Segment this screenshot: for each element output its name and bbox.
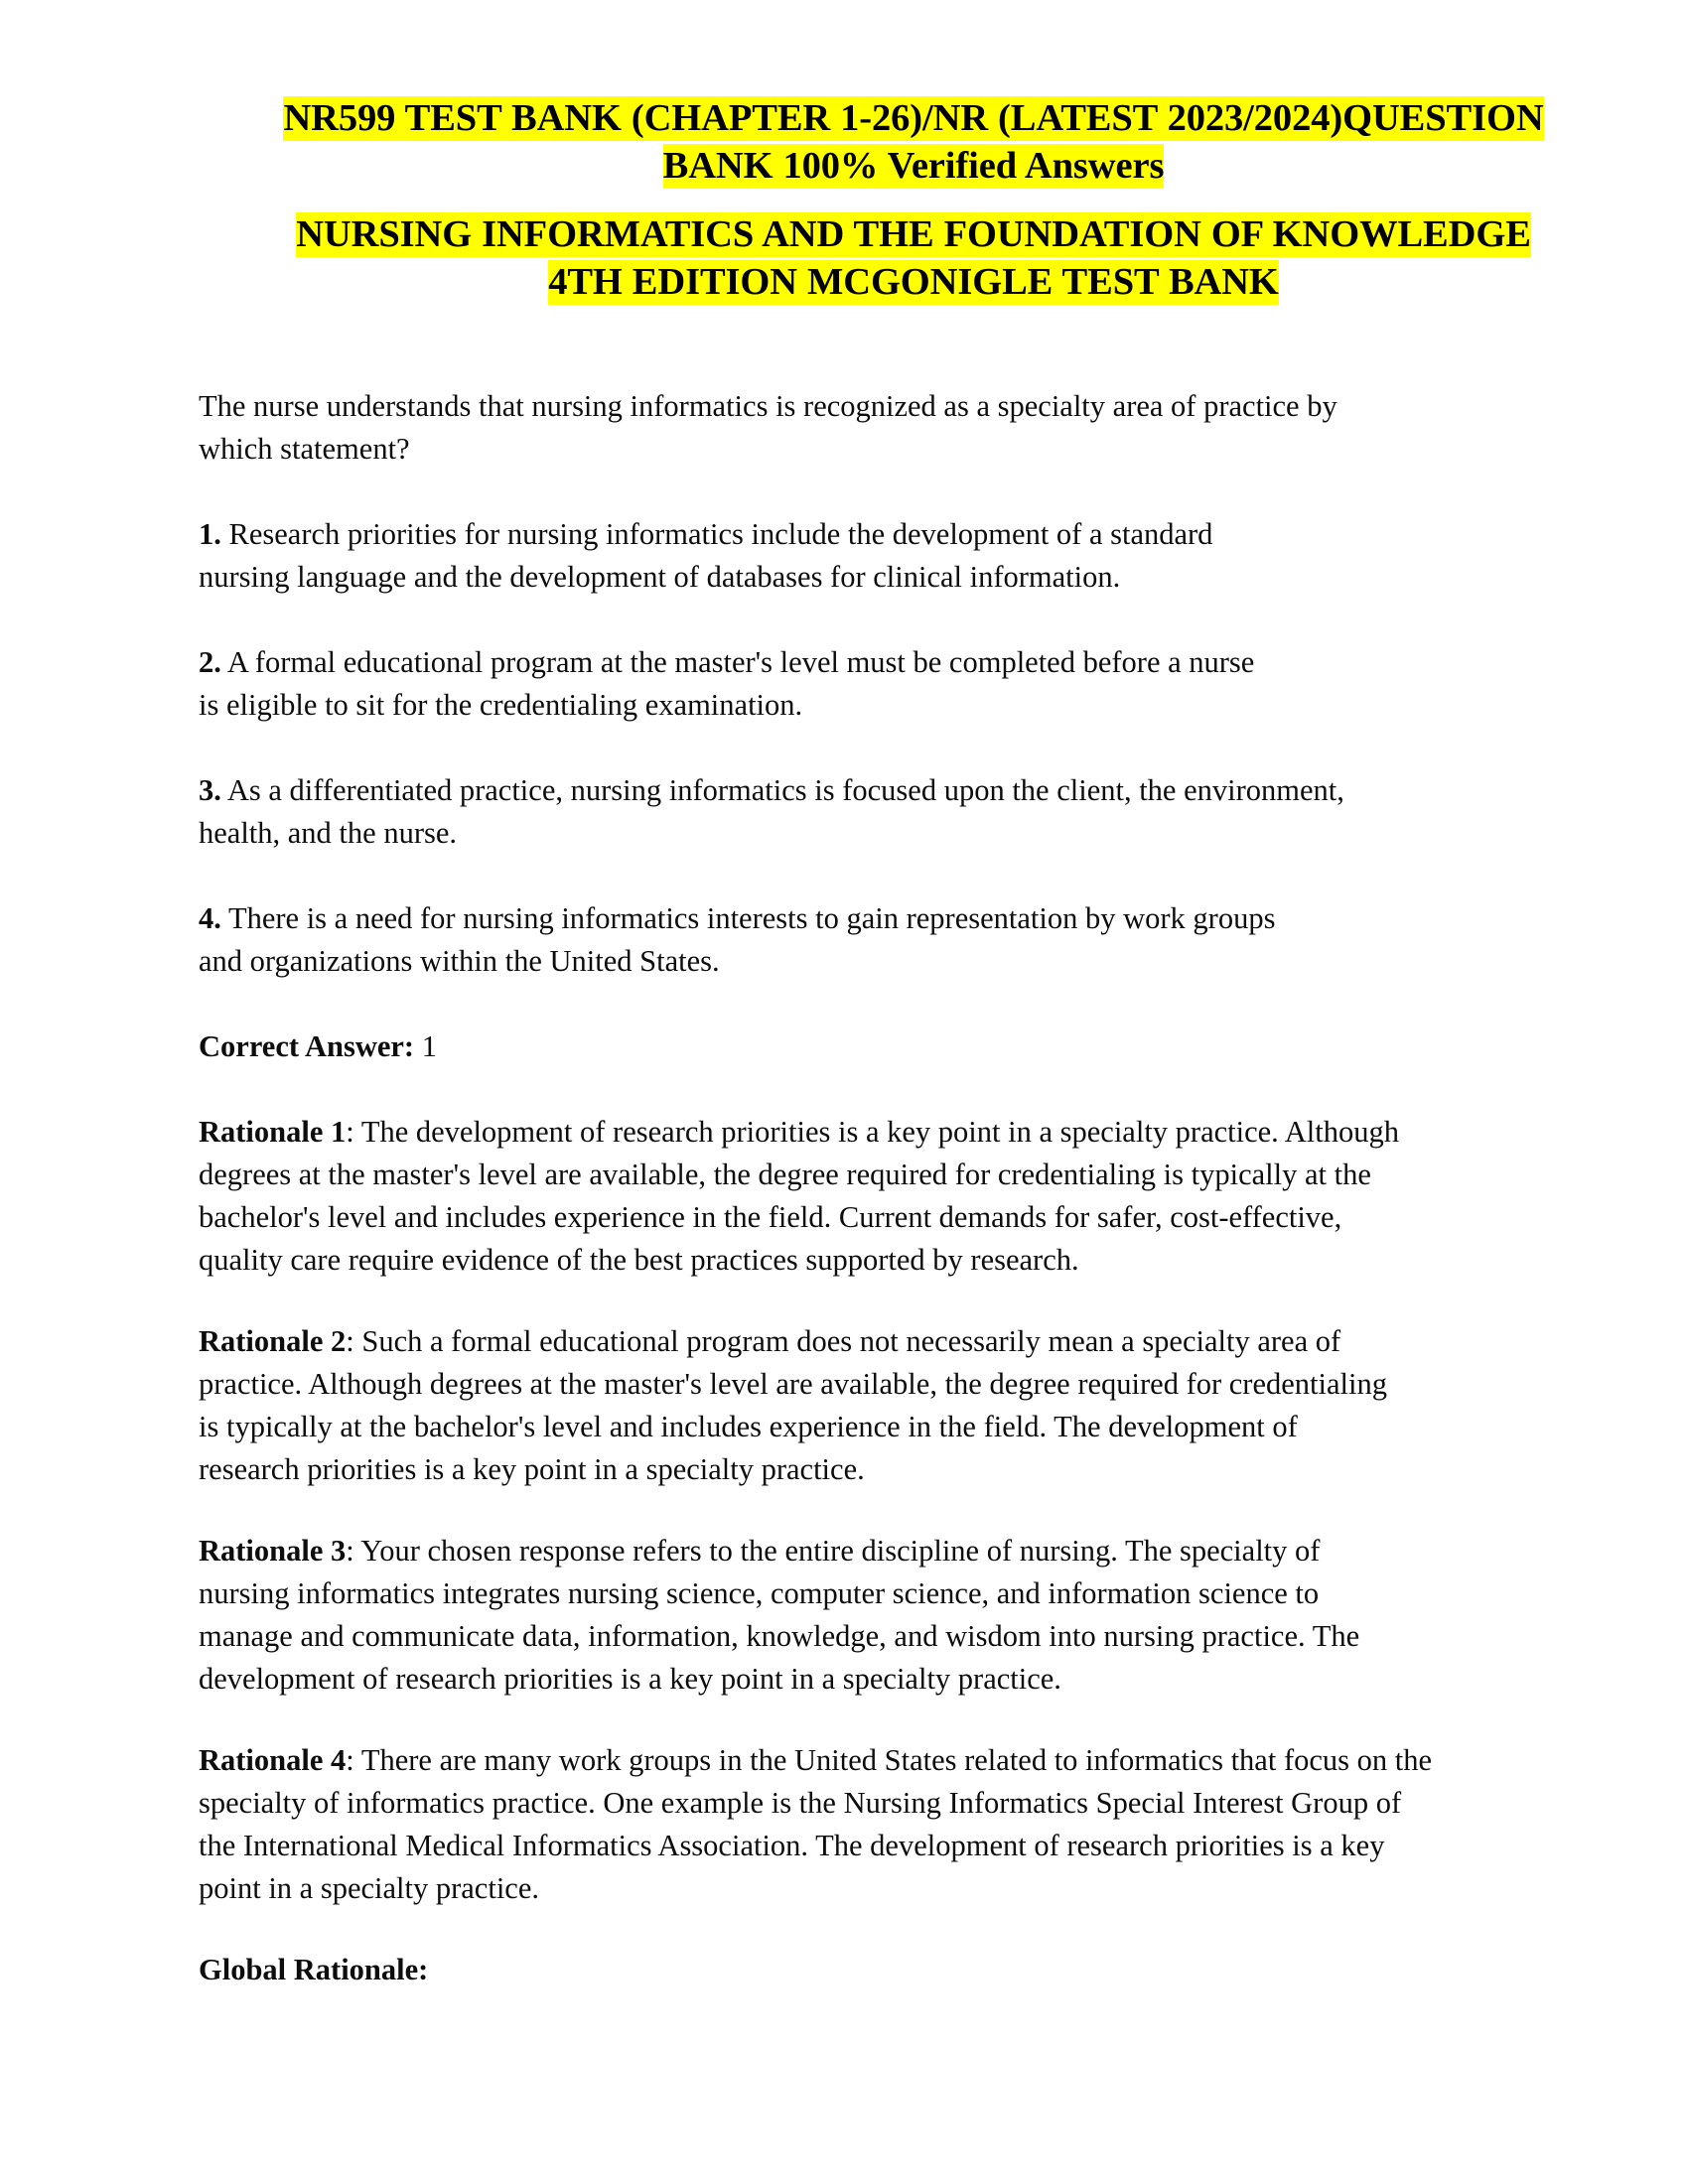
- answer-option-2: [199, 641, 1281, 727]
- title-line-3-text: NURSING INFORMATICS AND THE FOUNDATION OF KNOWLEDGE: [296, 213, 1531, 255]
- rationale-2-separator: :: [346, 1324, 354, 1358]
- rationale-2-text: Such a formal educational program does not necessarily mean a specialty area of practice. Although degrees at the master's level are available, the degree required for credentialing is typically at the bachelor's level and includes experience in the field. The development of research priorities is a key point in a specialty practice.: [199, 1324, 1387, 1486]
- spacer: [199, 599, 1489, 641]
- spacer: [199, 471, 1489, 513]
- answer-option-1-number: 1.: [199, 517, 221, 551]
- question-stem: The nurse understands that nursing informatics is recognized as a specialty area of practice by which statement?: [199, 389, 1337, 466]
- document-body: [199, 385, 1489, 1991]
- rationale-1-separator: :: [346, 1115, 354, 1149]
- answer-option-3-number: 3.: [199, 773, 221, 807]
- title-line-2-text: BANK 100% Verified Answers: [662, 145, 1165, 187]
- answer-option-2-text: A formal educational program at the master's level must be completed before a nurse is eligible to sit for the credentialing examination.: [199, 645, 1255, 722]
- spacer: [199, 727, 1489, 769]
- rationale-4: [199, 1739, 1440, 1910]
- rationale-1-label: Rationale 1: [199, 1115, 347, 1149]
- rationale-4-text: There are many work groups in the United States related to informatics that focus on the specialty of informatics practice. One example is the Nursing Informatics Special Interest Group of the International Medical Informatics Association. The development of research priorities is a key point in a specialty practice.: [199, 1743, 1433, 1905]
- answer-option-2-number: 2.: [199, 645, 221, 679]
- title-line-3: [189, 211, 1638, 258]
- spacer: [199, 1910, 1489, 1949]
- answer-option-3: [199, 769, 1375, 855]
- rationale-3: [199, 1530, 1405, 1701]
- rationale-4-separator: :: [346, 1743, 354, 1777]
- correct-answer-label: Correct Answer:: [199, 1029, 415, 1063]
- correct-answer-value: 1: [421, 1029, 437, 1063]
- title-line-1-text: NR599 TEST BANK (CHAPTER 1-26)/NR (LATEST 2023/2024)QUESTION: [283, 97, 1544, 139]
- answer-option-4-text: There is a need for nursing informatics interests to gain representation by work groups and organizations within the United States.: [199, 901, 1276, 978]
- rationale-4-label: Rationale 4: [199, 1743, 347, 1777]
- spacer: [199, 1068, 1489, 1111]
- answer-option-1-text: Research priorities for nursing informatics include the development of a standard nursing language and the development of databases for clinical information.: [199, 517, 1213, 594]
- rationale-3-separator: :: [346, 1534, 354, 1568]
- title-line-1: [189, 95, 1638, 142]
- answer-option-4-number: 4.: [199, 901, 221, 935]
- spacer: [199, 983, 1489, 1025]
- global-rationale-label: Global Rationale:: [199, 1953, 429, 1986]
- answer-option-1: [199, 513, 1221, 599]
- rationale-3-text: Your chosen response refers to the entire discipline of nursing. The specialty of nursing informatics integrates nursing science, computer science, and information science to manage and communicate data, information, knowledge, and wisdom into nursing practice. The development of research priorities is a key point in a specialty practice.: [199, 1534, 1360, 1696]
- spacer: [199, 1491, 1489, 1530]
- spacer: [199, 1282, 1489, 1320]
- answer-option-4: [199, 897, 1321, 983]
- rationale-1: [199, 1111, 1430, 1282]
- spacer: [199, 1701, 1489, 1739]
- spacer: [199, 855, 1489, 897]
- rationale-2: [199, 1320, 1395, 1491]
- global-rationale-heading: [199, 1949, 1489, 1991]
- correct-answer-line: [199, 1025, 1489, 1068]
- rationale-3-label: Rationale 3: [199, 1534, 347, 1568]
- title-line-4-text: 4TH EDITION MCGONIGLE TEST BANK: [548, 261, 1279, 303]
- document-title-block: [189, 95, 1638, 306]
- title-line-4: [189, 259, 1638, 306]
- rationale-1-text: The development of research priorities is a key point in a specialty practice. Although degrees at the master's level are available, the degree required for credentialing is typically at the bachelor's level and includes experience in the field. Current demands for safer, cost-effective, quality care require evidence of the best practices supported by research.: [199, 1115, 1399, 1277]
- answer-option-3-text: As a differentiated practice, nursing informatics is focused upon the client, the environment, health, and the nurse.: [199, 773, 1344, 850]
- rationale-2-label: Rationale 2: [199, 1324, 347, 1358]
- title-line-2: [189, 143, 1638, 190]
